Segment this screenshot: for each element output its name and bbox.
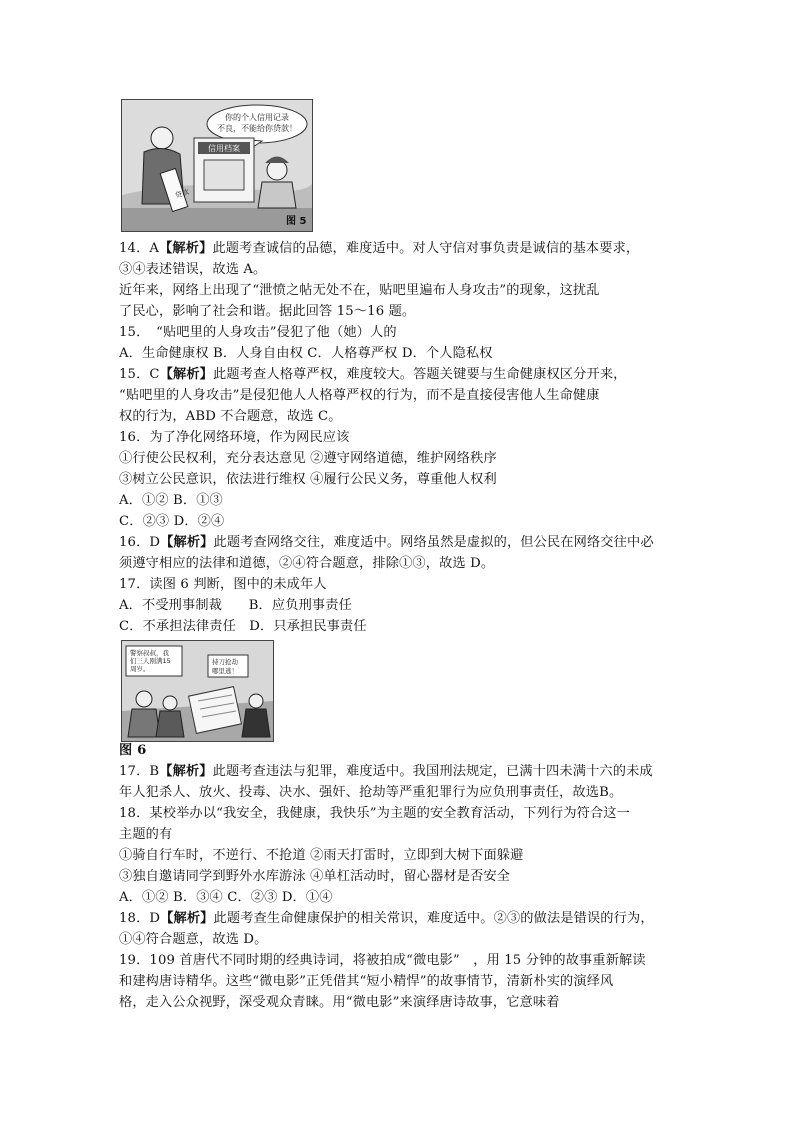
paragraph-line: “贴吧里的人身攻击”是侵犯他人人格尊严权的行为，而不是直接侵害他人生命健康 xyxy=(119,388,600,403)
figure-6-caption: 图 6 xyxy=(119,743,147,758)
question-16-statements: ①行使公民权利，充分表达意见 ②遵守网络道德，维护网络秩序 xyxy=(119,451,497,466)
question-15: 15． “贴吧里的人身攻击”侵犯了他（她）人的 xyxy=(119,325,397,340)
question-17: 17．读图 6 判断，图中的未成年人 xyxy=(119,577,327,592)
paragraph-line: 了民心，影响了社会和谐。据此回答 15～16 题。 xyxy=(119,304,416,319)
paragraph-line: ③④表述错误，故选 A。 xyxy=(119,262,267,277)
question-16-statements: ③树立公民意识，依法进行维权 ④履行公民义务，尊重他人权利 xyxy=(119,472,497,487)
paragraph-line: 主题的有 xyxy=(119,827,173,842)
question-16: 16．为了净化网络环境，作为网民应该 xyxy=(119,430,350,445)
question-17-options: C．不承担法律责任 D．只承担民事责任 xyxy=(119,619,367,634)
figure-5-cabinet-label: 信用档案 xyxy=(208,144,240,153)
answer-15: 15．C【解析】此题考查人格尊严权，难度较大。答题关键要与生命健康权区分开来， xyxy=(119,367,627,382)
question-15-options: A．生命健康权 B．人身自由权 C．人格尊严权 D．个人隐私权 xyxy=(119,346,493,361)
figure-5-caption: 图 5 xyxy=(286,216,307,227)
question-18-statements: ①骑自行车时，不逆行、不抢道 ②雨天打雷时，立即到大树下面躲避 xyxy=(119,848,524,863)
question-17-options: A．不受刑事制裁 B．应负刑事责任 xyxy=(119,598,352,613)
figure-5-speech-line-1: 你的个人信用记录 xyxy=(225,113,289,122)
figure-6-speech-right-2: 哪里逃！ xyxy=(212,667,238,675)
text-block-1 xyxy=(119,238,679,637)
answer-18: 18．D【解析】此题考查生命健康保护的相关常识，难度适中。②③的做法是错误的行为， xyxy=(119,911,654,926)
figure-6-speech-left-2: 们三人刚满15 xyxy=(130,657,171,665)
text-block-2 xyxy=(119,740,679,1013)
answer-16: 16．D【解析】此题考查网络交往，难度适中。网络虽然是虚拟的，但公民在网络交往中必 xyxy=(119,535,654,550)
figure-5-cartoon xyxy=(121,99,313,232)
paragraph-line: 14．A【解析】此题考查诚信的品德，难度适中。对人守信对事负责是诚信的基本要求， xyxy=(119,241,640,256)
answer-17: 17．B【解析】此题考查违法与犯罪，难度适中。我国刑法规定，已满十四未满十六的未成 xyxy=(119,764,653,779)
question-18: 18．某校举办以“我安全，我健康，我快乐”为主题的安全教育活动，下列行为符合这一 xyxy=(119,806,631,821)
paragraph-line: ①④符合题意，故选 D。 xyxy=(119,932,268,947)
figure-6-speech-left-1: 警察叔叔，我 xyxy=(130,649,169,657)
question-19: 19．109 首唐代不同时期的经典诗词，将被拍成“微电影” ，用 15 分钟的故事重新解读 xyxy=(119,953,646,968)
figure-6-speech-left-3: 周岁。 xyxy=(130,665,150,673)
figure-5-speech-line-2: 不良，不能给你贷款！ xyxy=(217,124,297,133)
figure-6-illustration xyxy=(122,641,273,741)
question-18-statements: ③独自邀请同学到野外水库游泳 ④单杠活动时，留心器材是否安全 xyxy=(119,869,511,884)
paragraph-line: 年人犯杀人、放火、投毒、决水、强奸、抢劫等严重犯罪行为应负刑事责任，故选B。 xyxy=(119,785,623,800)
figure-6-speech-right-1: 持刀抢劫 xyxy=(212,658,238,666)
figure-6-cartoon xyxy=(121,640,274,742)
paragraph-line: 须遵守相应的法律和道德，②④符合题意，排除①③，故选 D。 xyxy=(119,556,495,571)
question-18-options: A．①② B．③④ C．②③ D．①④ xyxy=(119,890,333,905)
question-16-options: A．①② B．①③ xyxy=(119,493,223,508)
paragraph-line: 和建构唐诗精华。这些“微电影”正凭借其“短小精悍”的故事情节，清新朴实的演绎风 xyxy=(119,974,614,989)
figure-5-board-label: 贷款 xyxy=(174,187,190,200)
paragraph-line: 格，走入公众视野，深受观众青睐。用“微电影”来演绎唐诗故事，它意味着 xyxy=(119,995,560,1010)
paragraph-line: 权的行为，ABD 不合题意，故选 C。 xyxy=(119,409,342,424)
paragraph-line: 近年来，网络上出现了“泄愤之帖无处不在，贴吧里遍布人身攻击”的现象，这扰乱 xyxy=(119,283,600,298)
figure-5-illustration xyxy=(122,100,312,231)
question-16-options: C．②③ D．②④ xyxy=(119,514,225,529)
